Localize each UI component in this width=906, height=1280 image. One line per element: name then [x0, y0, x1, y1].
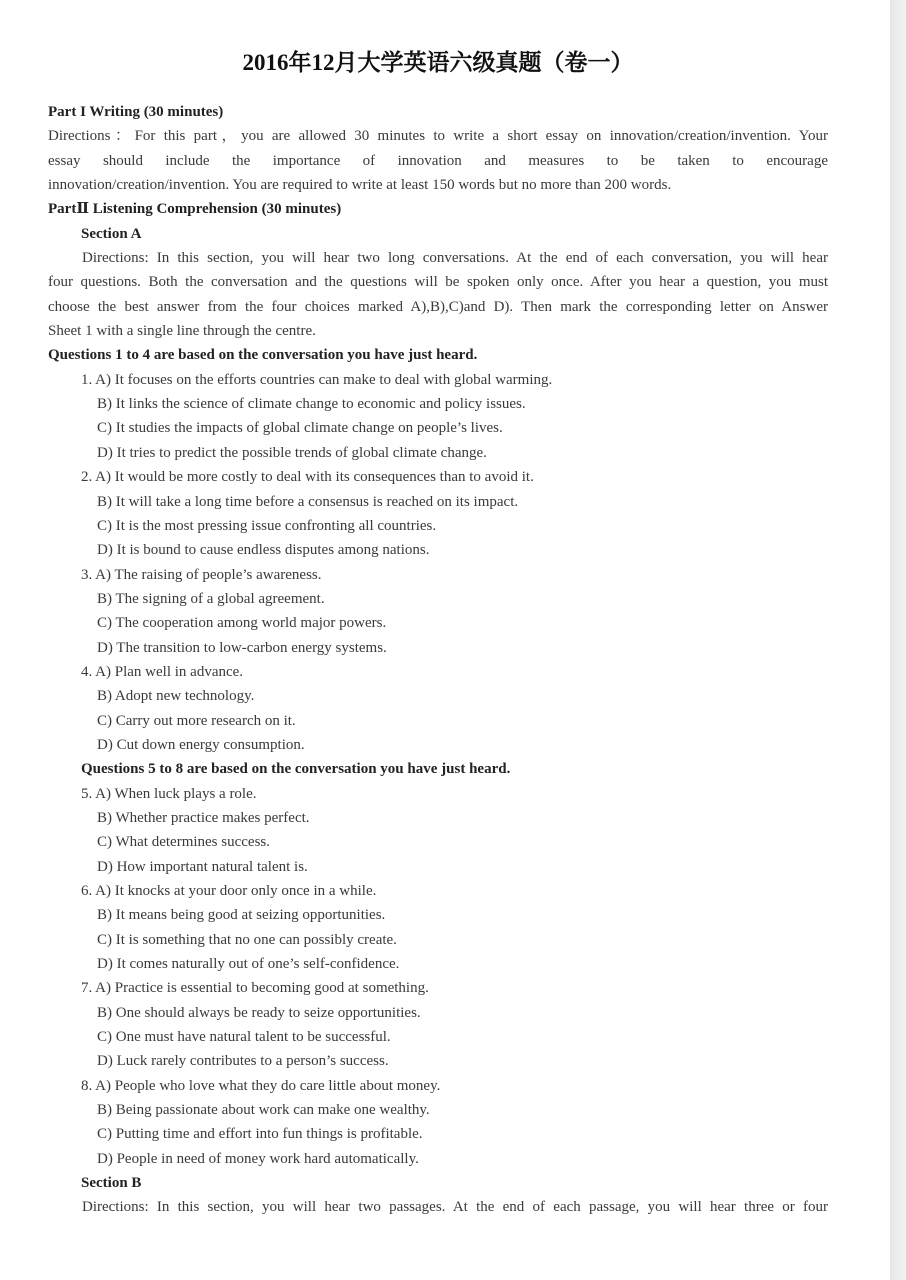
section-a-directions-line: Directions: In this section, you will hear two long conversations. At the end of each conversation, you will hear: [82, 250, 828, 267]
option: B) Being passionate about work can make one wealthy.: [97, 1102, 430, 1119]
document-content: [48, 44, 828, 1220]
option: C) The cooperation among world major powers.: [97, 615, 387, 632]
option: 5. A) When luck plays a role.: [81, 785, 257, 802]
option: B) Whether practice makes perfect.: [97, 809, 310, 826]
option: C) It is something that no one can possibly create.: [97, 931, 397, 948]
option: D) It comes naturally out of one’s self-confidence.: [97, 956, 400, 973]
option: 8. A) People who love what they do care little about money.: [81, 1077, 441, 1094]
option: B) Adopt new technology.: [97, 688, 255, 705]
question-4: [48, 660, 828, 757]
option: 2. A) It would be more costly to deal with its consequences than to avoid it.: [81, 469, 534, 486]
option: D) How important natural talent is.: [97, 858, 308, 875]
option: D) The transition to low-carbon energy systems.: [97, 639, 387, 656]
section-a-directions-line: four questions. Both the conversation and the questions will be spoken only once. After you hear a question, you must: [48, 274, 828, 291]
option: D) Luck rarely contributes to a person’s success.: [97, 1053, 389, 1070]
option: 3. A) The raising of people’s awareness.: [81, 566, 322, 583]
questions-5-8-heading: Questions 5 to 8 are based on the conversation you have just heard.: [81, 761, 511, 778]
question-3: [48, 563, 828, 660]
section-b-heading: Section B: [81, 1175, 142, 1192]
option: D) Cut down energy consumption.: [97, 736, 305, 753]
question-8: [48, 1074, 828, 1171]
option: 1. A) It focuses on the efforts countries can make to deal with global warming.: [81, 371, 553, 388]
option: B) It will take a long time before a consensus is reached on its impact.: [97, 493, 519, 510]
question-2: [48, 465, 828, 562]
option: B) One should always be ready to seize opportunities.: [97, 1004, 421, 1021]
option: B) It means being good at seizing opportunities.: [97, 907, 386, 924]
page-title: 2016年12月大学英语六级真题（卷一）: [242, 50, 634, 75]
option: D) It is bound to cause endless disputes among nations.: [97, 542, 430, 559]
option: C) It is the most pressing issue confronting all countries.: [97, 517, 437, 534]
section-a-directions-line: Sheet 1 with a single line through the centre.: [48, 323, 316, 340]
option: 7. A) Practice is essential to becoming good at something.: [81, 980, 429, 997]
section-a-heading: Section A: [81, 225, 142, 242]
option: D) It tries to predict the possible trends of global climate change.: [97, 444, 487, 461]
questions-1-4-heading: Questions 1 to 4 are based on the conversation you have just heard.: [48, 347, 478, 364]
option: C) What determines success.: [97, 834, 271, 851]
option: C) Carry out more research on it.: [97, 712, 296, 729]
section-b-directions-line: Directions: In this section, you will hear two passages. At the end of each passage, you will hear three or four: [82, 1199, 828, 1216]
part1-directions-line: innovation/creation/invention. You are required to write at least 150 words but no more than 200 words.: [48, 177, 672, 194]
question-1: [48, 368, 828, 465]
page-edge: [890, 0, 906, 1280]
question-6: [48, 879, 828, 976]
option: B) The signing of a global agreement.: [97, 590, 325, 607]
option: 4. A) Plan well in advance.: [81, 663, 244, 680]
option: D) People in need of money work hard automatically.: [97, 1150, 419, 1167]
section-a-directions-line: choose the best answer from the four choices marked A),B),C)and D). Then mark the corresponding letter on Answer: [48, 298, 828, 315]
option: C) One must have natural talent to be successful.: [97, 1029, 391, 1046]
option: 6. A) It knocks at your door only once in a while.: [81, 883, 377, 899]
option: B) It links the science of climate change to economic and policy issues.: [97, 396, 526, 413]
question-7: [48, 976, 828, 1073]
part1-directions-line: Directions：For this part，you are allowed 30 minutes to write a short essay on innovation/creation/invention. Your: [48, 128, 828, 145]
part2-heading: PartⅡ Listening Comprehension (30 minutes): [48, 201, 342, 218]
part1-heading: Part I Writing (30 minutes): [48, 104, 224, 120]
part1-directions-line: essay should include the importance of innovation and measures to be taken to encourage: [48, 152, 828, 169]
option: C) Putting time and effort into fun things is profitable.: [97, 1126, 423, 1143]
option: C) It studies the impacts of global climate change on people’s lives.: [97, 420, 503, 437]
question-5: [48, 782, 828, 879]
